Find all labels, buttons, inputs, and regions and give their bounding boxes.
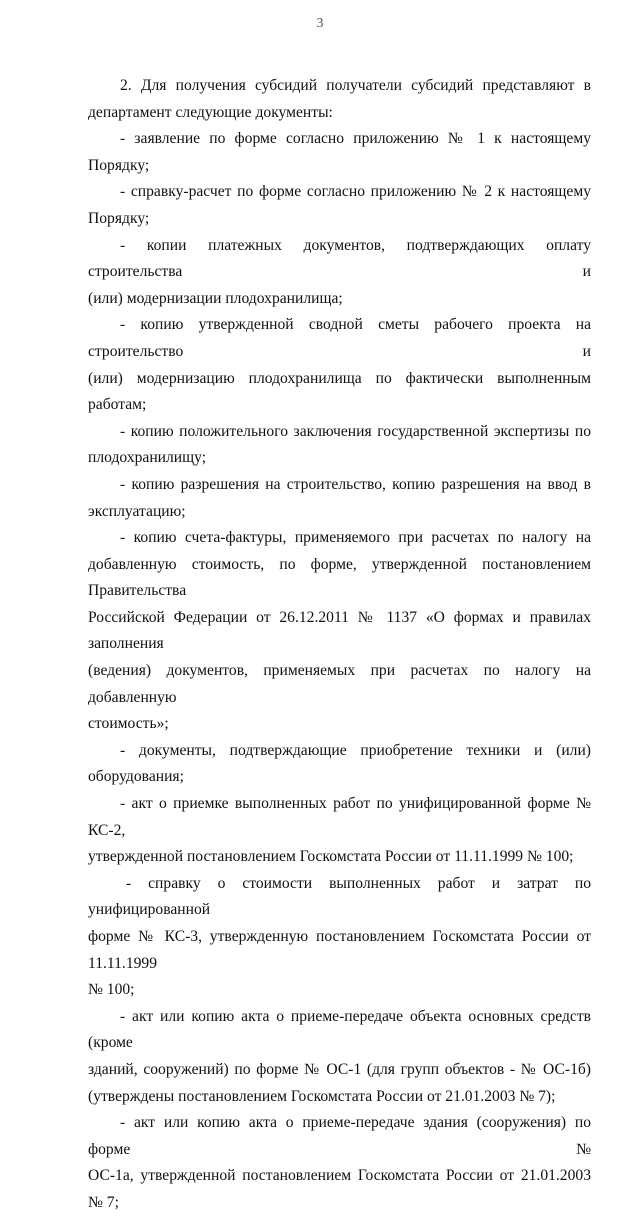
text-line: утвержденной постановлением Госкомстата России от 11.11.1999 № 100; (88, 848, 574, 866)
text-line: эксплуатацию; (88, 502, 186, 520)
document-paragraph (88, 419, 591, 472)
document-paragraph (88, 738, 591, 791)
document-body (88, 73, 591, 1217)
text-line: - копию счета-фактуры, применяемого при расчетах по налогу на (120, 529, 591, 547)
text-line: - справку-расчет по форме согласно приложению № 2 к настоящему (120, 183, 591, 201)
text-line: (ведения) документов, применяемых при расчетах по налогу на добавленную (88, 662, 591, 706)
text-line: форме № КС-3, утвержденную постановлением Госкомстата России от 11.11.1999 (88, 928, 591, 972)
text-line: Российской Федерации от 26.12.2011 № 1137 «О формах и правилах заполнения (88, 608, 591, 653)
text-line: (утверждены постановлением Госкомстата России от 21.01.2003 № 7); (88, 1087, 556, 1105)
text-line: плодохранилищу; (88, 449, 207, 467)
text-line: - копию разрешения на строительство, копию разрешения на ввод в (120, 475, 591, 493)
text-line: Порядку; (88, 209, 150, 227)
text-line: - документы, подтверждающие приобретение техники и (или) оборудования; (88, 741, 591, 786)
text-line: - акт или копию акта о приеме-передаче объекта основных средств (кроме (88, 1007, 591, 1052)
document-paragraph (88, 312, 591, 418)
document-paragraph (88, 1110, 591, 1216)
text-line: (или) модернизации плодохранилища; (88, 289, 343, 307)
text-line: добавленную стоимость, по форме, утвержденной постановлением Правительства (88, 555, 591, 600)
text-line: зданий, сооружений) по форме № ОС-1 (для групп объектов - № ОС-1б) (88, 1060, 591, 1078)
document-paragraph (88, 525, 591, 738)
text-line: № 100; (88, 981, 135, 999)
document-paragraph (88, 179, 591, 232)
document-paragraph (88, 233, 591, 313)
text-line: - справку о стоимости выполненных работ и затрат по унифицированной (88, 874, 591, 919)
text-line: ОС-1а, утвержденной постановлением Госкомстата России от 21.01.2003 № 7; (88, 1167, 591, 1211)
text-line: (или) модернизацию плодохранилища по фактически выполненным работам; (88, 369, 591, 414)
page-number: 3 (316, 16, 324, 31)
document-paragraph (88, 472, 591, 525)
text-line: 2. Для получения субсидий получатели субсидий представляют в (120, 77, 591, 94)
text-line: - копию положительного заключения государственной экспертизы по (120, 422, 591, 440)
text-line: - копии платежных документов, подтверждающих оплату строительства и (88, 236, 591, 281)
document-paragraph (88, 871, 591, 1004)
text-line: - акт или копию акта о приеме-передаче здания (сооружения) по форме № (88, 1114, 591, 1158)
document-paragraph (88, 1004, 591, 1110)
document-paragraph (88, 126, 591, 179)
text-line: департамент следующие документы: (88, 103, 333, 121)
text-line: стоимость»; (88, 715, 169, 733)
text-line: - акт о приемке выполненных работ по унифицированной форме № КС-2, (88, 795, 591, 839)
document-paragraph (88, 73, 591, 126)
text-line: - заявление по форме согласно приложению № 1 к настоящему Порядку; (88, 130, 591, 174)
text-line: - копию утвержденной сводной сметы рабочего проекта на строительство и (88, 316, 591, 360)
document-paragraph (88, 791, 591, 871)
